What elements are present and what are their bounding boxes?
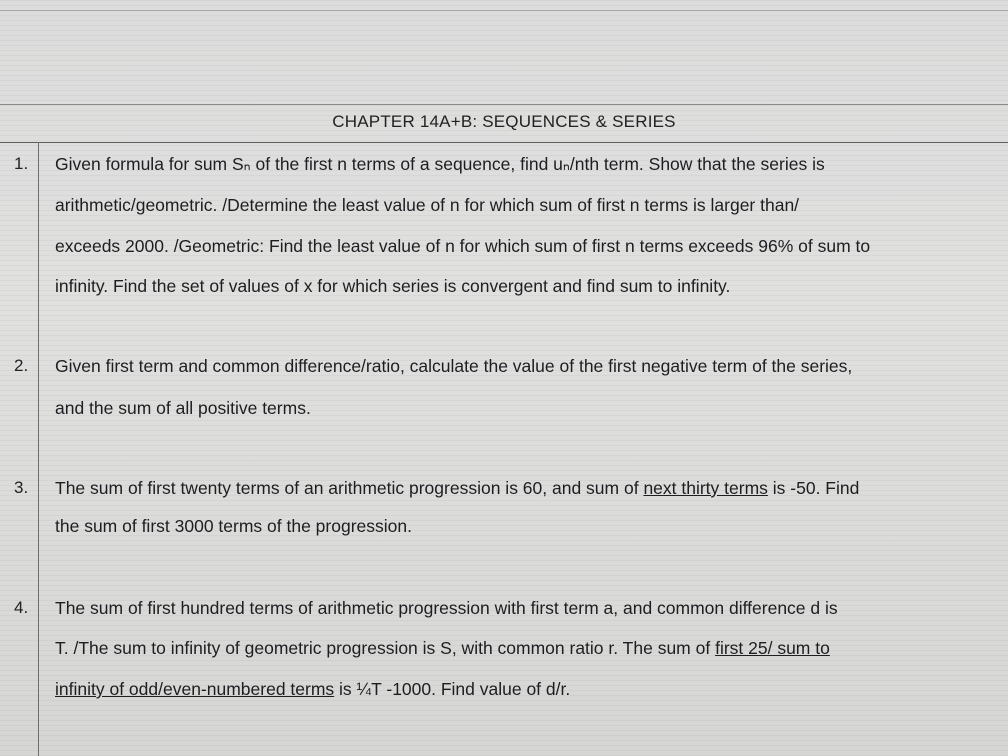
question-text: The sum of first twenty terms of an arithmetic progression is 60, and sum of bbox=[55, 478, 644, 498]
question-line: infinity. Find the set of values of x for which series is convergent and find sum to infinity. bbox=[55, 276, 731, 296]
question-line bbox=[55, 478, 859, 499]
page-title: CHAPTER 14A+B: SEQUENCES & SERIES bbox=[332, 112, 676, 131]
divider bbox=[0, 10, 1008, 11]
underlined-phrase: first 25/ sum to bbox=[715, 638, 830, 658]
question-text: is -50. Find bbox=[767, 478, 860, 498]
question-line: Given first term and common difference/ratio, calculate the value of the first negative term of the series, bbox=[55, 356, 853, 376]
question-text: T. /The sum to infinity of geometric progression is S, with common ratio r. The sum of bbox=[55, 638, 716, 658]
question-line: the sum of first 3000 terms of the progression. bbox=[55, 516, 412, 536]
question-line bbox=[55, 679, 570, 700]
title-row bbox=[0, 104, 1008, 143]
underlined-phrase: next thirty terms bbox=[643, 478, 768, 498]
header-band bbox=[0, 0, 1008, 105]
question-line: Given formula for sum Sₙ of the first n terms of a sequence, find uₙ/nth term. Show that the series is bbox=[55, 154, 825, 174]
question-line bbox=[55, 638, 830, 659]
question-line: exceeds 2000. /Geometric: Find the least value of n for which sum of first n terms exceeds 96% of sum to bbox=[55, 236, 871, 256]
question-number: 1. bbox=[14, 154, 29, 173]
question-number: 3. bbox=[14, 478, 29, 497]
underlined-phrase: infinity of odd/even-numbered terms bbox=[55, 679, 335, 699]
question-line: and the sum of all positive terms. bbox=[55, 398, 311, 418]
question-line: The sum of first hundred terms of arithmetic progression with first term a, and common difference d is bbox=[55, 598, 838, 618]
question-number: 4. bbox=[14, 598, 29, 617]
number-column-divider bbox=[38, 142, 39, 756]
question-line: arithmetic/geometric. /Determine the least value of n for which sum of first n terms is larger than/ bbox=[55, 195, 800, 215]
question-number: 2. bbox=[14, 356, 29, 375]
question-text: is ¼T -1000. Find value of d/r. bbox=[334, 679, 571, 699]
